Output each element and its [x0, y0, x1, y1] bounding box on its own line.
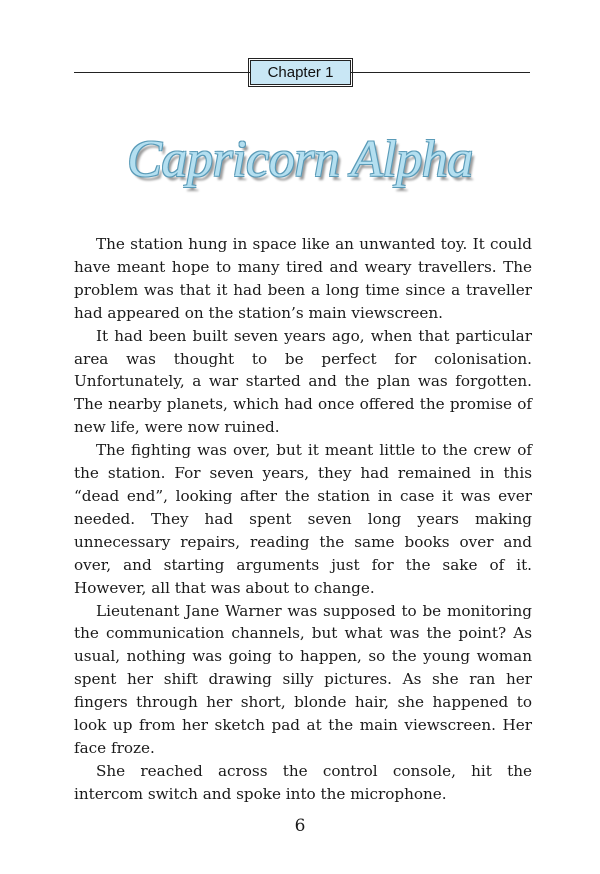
chapter-label: Chapter 1	[250, 60, 351, 85]
chapter-title: Capricorn Alpha	[127, 131, 473, 188]
page-number: 6	[294, 816, 306, 836]
body-text	[74, 233, 532, 806]
header-rule-left	[74, 72, 250, 73]
paragraph: The fighting was over, but it meant little to the crew of the station. For seven years, they had remained in this “dead end”, looking after the station in case it was ever needed. They had spent seven long years making unnecessary repairs, reading the same books over and over, and starting arguments just for the sake of it. However, all that was about to change.	[74, 441, 532, 597]
paragraph: She reached across the control console, hit the intercom switch and spoke into the microphone.	[74, 761, 532, 803]
paragraph: It had been built seven years ago, when that particular area was thought to be perfect for colonisation. Unfortunately, a war started and the plan was forgotten. The nearby planets, which had once offered the promise of new life, were now ruined.	[74, 326, 532, 437]
paragraph: Lieutenant Jane Warner was supposed to be monitoring the communication channels, but what was the point? As usual, nothing was going to happen, so the young woman spent her shift drawing silly pictures. As she ran her fingers through her short, blonde hair, she happened to look up from her sketch pad at the main viewscreen. Her face froze.	[74, 601, 532, 757]
paragraph: The station hung in space like an unwanted toy. It could have meant hope to many tired and weary travellers. The problem was that it had been a long time since a traveller had appeared on the station’s main viewscreen.	[74, 235, 532, 322]
header-rule-right	[351, 72, 530, 73]
